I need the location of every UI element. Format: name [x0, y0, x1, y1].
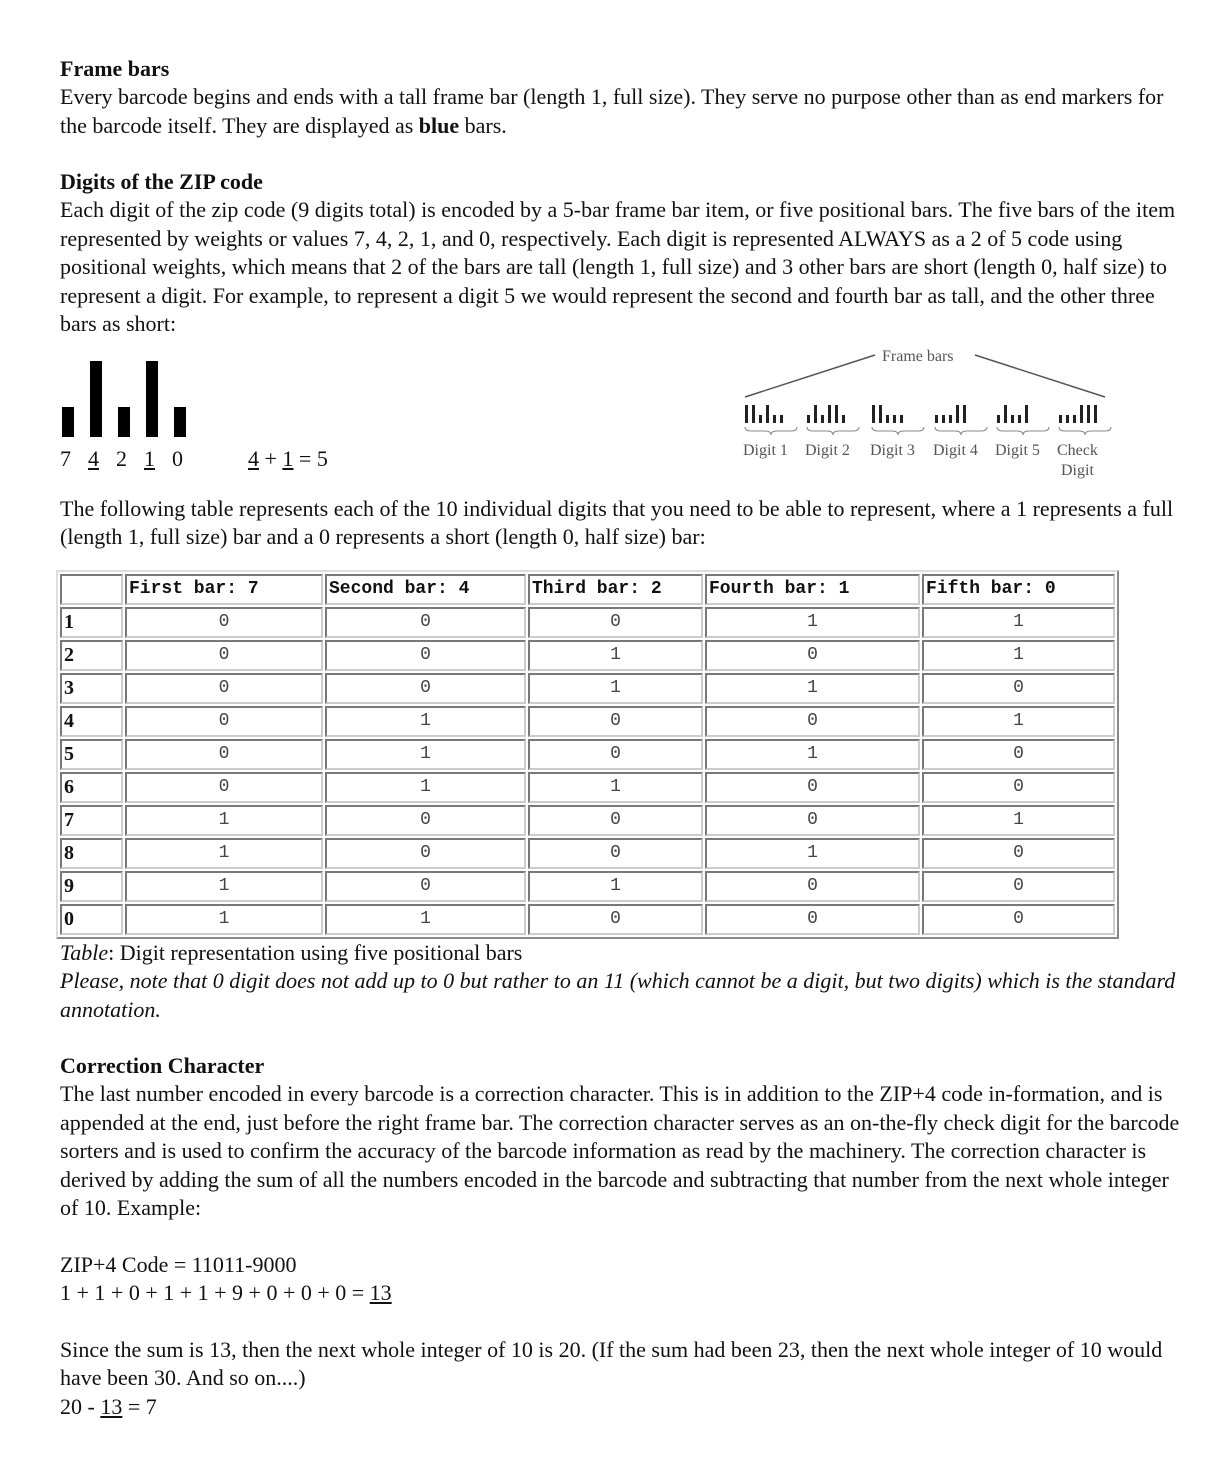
- frame-bar: [752, 405, 755, 423]
- digits-text: Each digit of the zip code (9 digits total) is encoded by a 5-bar frame bar item, or five positional bars. The five bars of the item represented by weights or values 7, 4, 2, 1, and 0, respectively. Each digit is represented ALWAYS as a 2 of 5 code using positional weights, which means that 2 of the bars are tall (length 1, full size) and 3 other bars are short (length 0, half size) to represent a digit. For example, to represent a digit 5 we would represent the second and fourth bar as tall, and the other three bars as short:: [60, 197, 1176, 336]
- table-cell: 0: [125, 739, 323, 770]
- table-cell: 0: [528, 805, 703, 836]
- table-cell: 1: [125, 805, 323, 836]
- table-note: Please, note that 0 digit does not add up to 0 but rather to an 11 (which cannot be a digit, but two digits) which is the standard annotation.: [60, 968, 1176, 1022]
- weight-label: 4: [88, 445, 99, 471]
- brace: [807, 427, 859, 435]
- table-cell: 1: [528, 673, 703, 704]
- frame-bar: [886, 415, 889, 423]
- frame-bar: [1004, 405, 1007, 423]
- table-cell: 0: [528, 607, 703, 638]
- table-cell: 1: [705, 673, 920, 704]
- table-cell: 0: [705, 706, 920, 737]
- short-bar: [174, 407, 186, 437]
- table-header-row: [60, 574, 1115, 605]
- frame-bar: [780, 415, 783, 423]
- weight-label: 0: [172, 445, 183, 471]
- table-cell: 0: [325, 838, 526, 869]
- table-row: [60, 607, 1115, 638]
- digit-label: Digit 4: [933, 441, 978, 459]
- table-cell: 0: [922, 838, 1115, 869]
- digit-label: Digit 5: [995, 441, 1040, 459]
- table-cell: 0: [528, 739, 703, 770]
- table-cell: 0: [125, 607, 323, 638]
- final-c: = 7: [122, 1393, 157, 1419]
- row-header-digit: 3: [60, 673, 123, 704]
- table-cell: 0: [325, 607, 526, 638]
- document: [60, 55, 1185, 1421]
- column-header: [60, 574, 123, 605]
- weight-label: 1: [144, 445, 155, 471]
- figures-row: [60, 349, 1185, 489]
- frame-bar: [766, 405, 769, 423]
- frame-bar: [835, 405, 838, 423]
- table-cell: 1: [125, 838, 323, 869]
- table-row: [60, 739, 1115, 770]
- table-cell: 0: [528, 904, 703, 935]
- table-cell: 1: [922, 706, 1115, 737]
- table-cell: 1: [325, 739, 526, 770]
- frame-bar: [935, 415, 938, 423]
- table-cell: 0: [325, 871, 526, 902]
- frame-bars-title: Frame bars: [882, 347, 954, 365]
- brace: [997, 427, 1049, 435]
- brace: [1059, 427, 1111, 435]
- column-header: Second bar: 4: [325, 574, 526, 605]
- frame-bar: [814, 405, 817, 423]
- table-cell: 0: [922, 772, 1115, 803]
- explain-text: Since the sum is 13, then the next whole integer of 10 is 20. (If the sum had been 23, then the next whole integer of 10 would have been 30. And so on....): [60, 1336, 1163, 1390]
- table-cell: 0: [528, 706, 703, 737]
- table-cell: 0: [528, 838, 703, 869]
- frame-bar: [842, 415, 845, 423]
- eq-a: 4: [248, 445, 259, 471]
- table-cell: 1: [705, 739, 920, 770]
- final-a: 20 -: [60, 1393, 101, 1419]
- frame-bar: [997, 415, 1000, 423]
- table-cell: 0: [705, 805, 920, 836]
- frame-bar: [872, 405, 875, 423]
- table-cell: 0: [705, 772, 920, 803]
- sum-value: 13: [369, 1280, 392, 1305]
- table-row: [60, 838, 1115, 869]
- table-cell: 0: [125, 706, 323, 737]
- example-equation: [248, 445, 328, 474]
- frame-bar: [759, 415, 762, 423]
- table-cell: 0: [922, 673, 1115, 704]
- table-cell: 1: [325, 904, 526, 935]
- digit-label: Check: [1057, 441, 1098, 459]
- frame-bar: [1080, 405, 1083, 423]
- row-header-digit: 6: [60, 772, 123, 803]
- row-header-digit: 1: [60, 607, 123, 638]
- brace: [745, 427, 797, 435]
- text: bars.: [459, 112, 507, 138]
- table-cell: 0: [705, 904, 920, 935]
- bold-blue: blue: [418, 112, 460, 138]
- heading-frame-bars: Frame bars: [60, 56, 170, 81]
- frame-bar: [1011, 415, 1014, 423]
- tall-bar: [146, 361, 158, 437]
- table-cell: 1: [922, 640, 1115, 671]
- frame-bar: [1018, 415, 1021, 423]
- pointer-line-right: [975, 355, 1105, 397]
- digit-label: Digit 1: [743, 441, 788, 459]
- digit-label-line2: Digit: [1061, 461, 1094, 479]
- table-cell: 0: [922, 739, 1115, 770]
- table-cell: 1: [125, 871, 323, 902]
- table-cell: 0: [125, 640, 323, 671]
- digit-table: [56, 570, 1119, 939]
- table-cell: 1: [528, 640, 703, 671]
- frame-bar: [1094, 405, 1097, 423]
- row-header-digit: 7: [60, 805, 123, 836]
- eq-result: = 5: [293, 445, 328, 471]
- frame-bar: [807, 415, 810, 423]
- row-header-digit: 0: [60, 904, 123, 935]
- row-header-digit: 9: [60, 871, 123, 902]
- weight-label: 7: [60, 445, 71, 471]
- frame-bar: [1059, 415, 1062, 423]
- eq-plus: +: [259, 445, 283, 471]
- pointer-line-left: [745, 355, 875, 397]
- section-correction: [60, 1052, 1185, 1421]
- frame-bar: [942, 415, 945, 423]
- digit-label: Digit 3: [870, 441, 915, 459]
- table-row: [60, 640, 1115, 671]
- frame-bar: [828, 405, 831, 423]
- table-cell: 1: [325, 772, 526, 803]
- frame-bar: [1087, 405, 1090, 423]
- table-row: [60, 904, 1115, 935]
- column-header: First bar: 7: [125, 574, 323, 605]
- table-cell: 0: [705, 640, 920, 671]
- section-frame-bars: [60, 55, 1185, 140]
- frame-bar: [949, 415, 952, 423]
- column-header: Fourth bar: 1: [705, 574, 920, 605]
- frame-bar: [773, 415, 776, 423]
- table-cell: 1: [125, 904, 323, 935]
- heading-correction: Correction Character: [60, 1053, 265, 1078]
- correction-text: The last number encoded in every barcode is a correction character. This is in addition to the ZIP+4 code in-formation, and is appended at the end, just before the right frame bar. The correction character serves as an on-the-fly check digit for the barcode sorters and is used to confirm the accuracy of the barcode information as read by the machinery. The correction character is derived by adding the sum of all the numbers encoded in the barcode and subtracting that number from the next whole integer of 10. Example:: [60, 1081, 1180, 1220]
- final-line: [60, 1393, 1185, 1422]
- heading-digits: Digits of the ZIP code: [60, 169, 263, 194]
- table-cell: 1: [325, 706, 526, 737]
- sum-line: [60, 1279, 1185, 1308]
- table-cell: 0: [325, 805, 526, 836]
- frame-bar: [1066, 415, 1069, 423]
- table-cell: 1: [705, 607, 920, 638]
- frame-bars-text: [60, 83, 1185, 140]
- table-cell: 0: [125, 673, 323, 704]
- short-bar: [118, 407, 130, 437]
- table-cell: 1: [705, 838, 920, 869]
- sum-expr: 1 + 1 + 0 + 1 + 1 + 9 + 0 + 0 + 0 =: [60, 1280, 370, 1305]
- row-header-digit: 2: [60, 640, 123, 671]
- section-digits: [60, 168, 1185, 339]
- brace: [935, 427, 987, 435]
- table-cell: 0: [922, 871, 1115, 902]
- short-bar: [62, 407, 74, 437]
- frame-bar: [879, 405, 882, 423]
- frame-bar: [900, 415, 903, 423]
- brace: [872, 427, 924, 435]
- caption-text: : Digit representation using five positional bars: [108, 939, 523, 965]
- table-row: [60, 805, 1115, 836]
- table-intro: The following table represents each of the 10 individual digits that you need to be able to represent, where a 1 represents a full (length 1, full size) bar and a 0 represents a short (length 0, half size) bar:: [60, 495, 1174, 549]
- frame-bar: [956, 405, 959, 423]
- row-header-digit: 4: [60, 706, 123, 737]
- table-row: [60, 706, 1115, 737]
- caption-label: Table: [60, 939, 109, 965]
- row-header-digit: 8: [60, 838, 123, 869]
- frame-bar: [893, 415, 896, 423]
- table-cell: 0: [325, 640, 526, 671]
- table-row: [60, 772, 1115, 803]
- frame-bar: [963, 405, 966, 423]
- row-header-digit: 5: [60, 739, 123, 770]
- table-cell: 1: [528, 871, 703, 902]
- table-row: [60, 673, 1115, 704]
- frame-bar: [745, 405, 748, 423]
- final-b: 13: [100, 1393, 123, 1419]
- frame-bars-diagram: [735, 337, 1115, 487]
- table-caption: [60, 939, 1185, 968]
- eq-b: 1: [282, 445, 294, 471]
- digit-label: Digit 2: [805, 441, 850, 459]
- column-header: Third bar: 2: [528, 574, 703, 605]
- table-cell: 1: [922, 607, 1115, 638]
- frame-bars-svg: [735, 337, 1115, 487]
- table-cell: 1: [922, 805, 1115, 836]
- weight-label: 2: [116, 445, 127, 471]
- table-cell: 0: [125, 772, 323, 803]
- frame-bar: [1073, 415, 1076, 423]
- column-header: Fifth bar: 0: [922, 574, 1115, 605]
- table-cell: 0: [705, 871, 920, 902]
- tall-bar: [90, 361, 102, 437]
- text: Every barcode begins and ends with a tall frame bar (length 1, full size). They serve no purpose other than as end markers for the barcode itself. They are displayed as: [60, 84, 1164, 138]
- zip-line: ZIP+4 Code = 11011-9000: [60, 1251, 297, 1277]
- frame-bar: [821, 415, 824, 423]
- table-cell: 1: [528, 772, 703, 803]
- table-cell: 0: [922, 904, 1115, 935]
- table-row: [60, 871, 1115, 902]
- table-cell: 0: [325, 673, 526, 704]
- frame-bar: [1025, 405, 1028, 423]
